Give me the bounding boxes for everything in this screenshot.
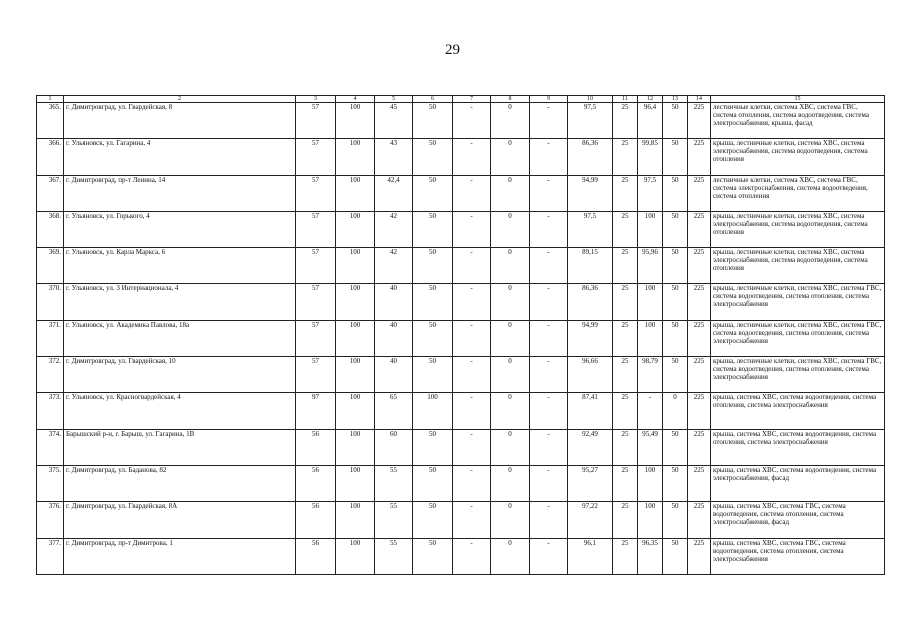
table-cell: крыша, система ХВС, система ГВС, система водоотведения, система отопления, система электроснабжения, фасад bbox=[711, 502, 885, 538]
table-cell: 89,15 bbox=[568, 248, 613, 284]
table-cell: 0 bbox=[491, 139, 530, 175]
table-cell: 372. bbox=[37, 357, 64, 393]
table-cell: - bbox=[453, 502, 491, 538]
table-row bbox=[37, 211, 885, 247]
table-row bbox=[37, 284, 885, 320]
table-cell: 57 bbox=[296, 284, 336, 320]
table-cell: 370. bbox=[37, 284, 64, 320]
table-cell: 25 bbox=[613, 465, 638, 501]
table-cell: 225 bbox=[688, 538, 711, 574]
table-cell: 50 bbox=[413, 429, 453, 465]
table-cell: 96,1 bbox=[568, 538, 613, 574]
table-cell: 97 bbox=[296, 393, 336, 429]
table-cell: 40 bbox=[375, 320, 413, 356]
table-cell: 25 bbox=[613, 393, 638, 429]
table-cell: 55 bbox=[375, 538, 413, 574]
table-cell: 100 bbox=[336, 248, 375, 284]
table-cell: - bbox=[530, 175, 568, 211]
table-cell: 42 bbox=[375, 248, 413, 284]
table-cell: - bbox=[453, 320, 491, 356]
table-cell: г. Димитровград, пр-т Димитрова, 1 bbox=[64, 538, 296, 574]
table-cell: г. Ульяновск, ул. Гагарина, 4 bbox=[64, 139, 296, 175]
table-cell: - bbox=[530, 284, 568, 320]
table-cell: 25 bbox=[613, 502, 638, 538]
table-cell: 50 bbox=[663, 139, 688, 175]
table-cell: 0 bbox=[663, 393, 688, 429]
table-cell: 40 bbox=[375, 284, 413, 320]
table-row bbox=[37, 248, 885, 284]
table-cell: 95,96 bbox=[638, 248, 663, 284]
column-header: 1 bbox=[37, 96, 64, 103]
table-cell: крыша, система ХВС, система водоотведения, система электроснабжения, фасад bbox=[711, 465, 885, 501]
column-header: 10 bbox=[568, 96, 613, 103]
table-cell: - bbox=[453, 357, 491, 393]
table-cell: 100 bbox=[413, 393, 453, 429]
column-header: 11 bbox=[613, 96, 638, 103]
table-cell: - bbox=[530, 139, 568, 175]
table-cell: 97,5 bbox=[568, 211, 613, 247]
table-cell: 96,66 bbox=[568, 357, 613, 393]
table-cell: г. Димитровград, ул. Баданова, 82 bbox=[64, 465, 296, 501]
table-row bbox=[37, 103, 885, 139]
table-cell: 50 bbox=[663, 284, 688, 320]
table-cell: 60 bbox=[375, 429, 413, 465]
table-cell: 100 bbox=[336, 357, 375, 393]
table-cell: - bbox=[530, 103, 568, 139]
table-cell: 97,5 bbox=[638, 175, 663, 211]
table-row bbox=[37, 502, 885, 538]
table-cell: 0 bbox=[491, 538, 530, 574]
table-cell: 55 bbox=[375, 465, 413, 501]
table-cell: 94,99 bbox=[568, 175, 613, 211]
table-cell: лестничные клетки, система ХВС, система ГВС, система отопления, система водоотведения, система электроснабжения, крыша, фасад bbox=[711, 103, 885, 139]
table-cell: 225 bbox=[688, 103, 711, 139]
table-cell: 376. bbox=[37, 502, 64, 538]
table-cell: 0 bbox=[491, 248, 530, 284]
table-cell: 50 bbox=[413, 248, 453, 284]
table-cell: 57 bbox=[296, 211, 336, 247]
table-cell: 0 bbox=[491, 211, 530, 247]
table-cell: 50 bbox=[413, 284, 453, 320]
table-cell: 56 bbox=[296, 429, 336, 465]
table-cell: 86,36 bbox=[568, 139, 613, 175]
table-cell: 225 bbox=[688, 465, 711, 501]
table-cell: 373. bbox=[37, 393, 64, 429]
table-cell: - bbox=[453, 211, 491, 247]
table-cell: 371. bbox=[37, 320, 64, 356]
table-cell: 25 bbox=[613, 248, 638, 284]
table-cell: 100 bbox=[638, 320, 663, 356]
table-row bbox=[37, 393, 885, 429]
table-cell: г. Ульяновск, ул. 3 Интернационала, 4 bbox=[64, 284, 296, 320]
table-cell: 57 bbox=[296, 357, 336, 393]
column-header: 15 bbox=[711, 96, 885, 103]
table-cell: 95,49 bbox=[638, 429, 663, 465]
table-cell: - bbox=[530, 357, 568, 393]
table-cell: - bbox=[453, 103, 491, 139]
table-cell: 100 bbox=[336, 175, 375, 211]
table-cell: 57 bbox=[296, 139, 336, 175]
table-cell: 57 bbox=[296, 103, 336, 139]
column-header: 12 bbox=[638, 96, 663, 103]
table-cell: г. Димитровград, ул. Гвардейская, 8 bbox=[64, 103, 296, 139]
column-header: 4 bbox=[336, 96, 375, 103]
table-row bbox=[37, 175, 885, 211]
table-cell: 375. bbox=[37, 465, 64, 501]
table-cell: 50 bbox=[413, 320, 453, 356]
table-cell: 0 bbox=[491, 357, 530, 393]
column-header: 3 bbox=[296, 96, 336, 103]
table-cell: - bbox=[530, 320, 568, 356]
table-cell: 100 bbox=[336, 284, 375, 320]
table-cell: крыша, лестничные клетки, система ХВС, система ГВС, система водоотведения, система отопления, система электроснабжения bbox=[711, 320, 885, 356]
column-header: 7 bbox=[453, 96, 491, 103]
table-cell: крыша, лестничные клетки, система ХВС, система ГВС, система водоотведения, система отопления, система электроснабжения bbox=[711, 357, 885, 393]
table-cell: 25 bbox=[613, 139, 638, 175]
table-cell: 50 bbox=[663, 429, 688, 465]
column-header: 8 bbox=[491, 96, 530, 103]
table-cell: 57 bbox=[296, 175, 336, 211]
table-cell: 50 bbox=[413, 139, 453, 175]
table-cell: 43 bbox=[375, 139, 413, 175]
column-header: 13 bbox=[663, 96, 688, 103]
table-cell: 55 bbox=[375, 502, 413, 538]
column-header: 2 bbox=[64, 96, 296, 103]
table-cell: 50 bbox=[663, 357, 688, 393]
table-cell: 50 bbox=[413, 357, 453, 393]
table-cell: крыша, лестничные клетки, система ХВС, система электроснабжения, система водоотведения, система отопления bbox=[711, 248, 885, 284]
table-cell: 225 bbox=[688, 248, 711, 284]
table-cell: 50 bbox=[413, 103, 453, 139]
table-cell: 86,36 bbox=[568, 284, 613, 320]
table-cell: 57 bbox=[296, 248, 336, 284]
table-cell: 225 bbox=[688, 393, 711, 429]
table-cell: 369. bbox=[37, 248, 64, 284]
table-cell: 92,49 bbox=[568, 429, 613, 465]
table-cell: 96,4 bbox=[638, 103, 663, 139]
table-cell: 25 bbox=[613, 175, 638, 211]
table-cell: 25 bbox=[613, 357, 638, 393]
table-body bbox=[37, 103, 885, 575]
table-cell: 42 bbox=[375, 211, 413, 247]
table-cell: 96,35 bbox=[638, 538, 663, 574]
table-cell: 225 bbox=[688, 320, 711, 356]
table-cell: 94,99 bbox=[568, 320, 613, 356]
table-cell: 100 bbox=[336, 538, 375, 574]
table-cell: 40 bbox=[375, 357, 413, 393]
table-cell: г. Ульяновск, ул. Академика Павлова, 18а bbox=[64, 320, 296, 356]
table-cell: 25 bbox=[613, 284, 638, 320]
table-cell: 56 bbox=[296, 502, 336, 538]
table-cell: г. Димитровград, пр-т Ленина, 14 bbox=[64, 175, 296, 211]
column-header: 14 bbox=[688, 96, 711, 103]
table-cell: крыша, система ХВС, система ГВС, система водоотведения, система отопления, система электроснабжения bbox=[711, 538, 885, 574]
table-cell: - bbox=[453, 538, 491, 574]
table-cell: - bbox=[453, 284, 491, 320]
table-cell: крыша, лестничные клетки, система ХВС, система электроснабжения, система водоотведения, система отопления bbox=[711, 211, 885, 247]
table-cell: 0 bbox=[491, 429, 530, 465]
table-cell: - bbox=[453, 393, 491, 429]
table-cell: 225 bbox=[688, 139, 711, 175]
table-cell: 225 bbox=[688, 284, 711, 320]
table-cell: - bbox=[453, 429, 491, 465]
table-cell: 374. bbox=[37, 429, 64, 465]
table-cell: 50 bbox=[663, 175, 688, 211]
table-cell: 56 bbox=[296, 538, 336, 574]
column-header: 5 bbox=[375, 96, 413, 103]
table-cell: 50 bbox=[413, 211, 453, 247]
table-header bbox=[37, 96, 885, 103]
table-cell: 42,4 bbox=[375, 175, 413, 211]
table-cell: 50 bbox=[663, 502, 688, 538]
table-cell: 100 bbox=[336, 393, 375, 429]
table-cell: 87,41 bbox=[568, 393, 613, 429]
table-cell: - bbox=[453, 248, 491, 284]
table-cell: 225 bbox=[688, 357, 711, 393]
table-cell: г. Ульяновск, ул. Карла Маркса, 6 bbox=[64, 248, 296, 284]
table-cell: - bbox=[530, 538, 568, 574]
table-cell: 366. bbox=[37, 139, 64, 175]
table-cell: 97,22 bbox=[568, 502, 613, 538]
table-cell: 365. bbox=[37, 103, 64, 139]
table-cell: 50 bbox=[663, 248, 688, 284]
table-cell: - bbox=[530, 465, 568, 501]
table-cell: 0 bbox=[491, 175, 530, 211]
table-cell: 65 bbox=[375, 393, 413, 429]
table-cell: 99,85 bbox=[638, 139, 663, 175]
table-cell: 50 bbox=[663, 538, 688, 574]
table-cell: 0 bbox=[491, 502, 530, 538]
table-row bbox=[37, 139, 885, 175]
table-cell: лестничные клетки, система ХВС, система ГВС, система электроснабжения, система водоотведения, система отопления bbox=[711, 175, 885, 211]
table-cell: - bbox=[530, 429, 568, 465]
table-cell: 377. bbox=[37, 538, 64, 574]
table-cell: 100 bbox=[638, 284, 663, 320]
table-row bbox=[37, 465, 885, 501]
table-cell: 100 bbox=[336, 502, 375, 538]
table-cell: 100 bbox=[336, 211, 375, 247]
table-cell: - bbox=[638, 393, 663, 429]
register-table bbox=[36, 95, 885, 575]
table-cell: 368. bbox=[37, 211, 64, 247]
table-cell: 50 bbox=[413, 175, 453, 211]
table-cell: 367. bbox=[37, 175, 64, 211]
table-cell: 100 bbox=[638, 211, 663, 247]
table-cell: 0 bbox=[491, 320, 530, 356]
page-number: 29 bbox=[445, 42, 460, 58]
table-cell: 25 bbox=[613, 211, 638, 247]
table-cell: г. Димитровград, ул. Гвардейская, 10 bbox=[64, 357, 296, 393]
table-cell: 25 bbox=[613, 538, 638, 574]
table-cell: - bbox=[530, 393, 568, 429]
table-cell: крыша, система ХВС, система водоотведения, система отопления, система электроснабжения bbox=[711, 429, 885, 465]
table-cell: 25 bbox=[613, 103, 638, 139]
table-cell: 225 bbox=[688, 211, 711, 247]
table-cell: 225 bbox=[688, 175, 711, 211]
table-cell: - bbox=[530, 211, 568, 247]
table-cell: 100 bbox=[336, 139, 375, 175]
table-cell: 97,5 bbox=[568, 103, 613, 139]
table-cell: 100 bbox=[336, 429, 375, 465]
column-header: 6 bbox=[413, 96, 453, 103]
table-cell: 50 bbox=[413, 465, 453, 501]
table-cell: 0 bbox=[491, 393, 530, 429]
table-cell: 0 bbox=[491, 284, 530, 320]
table-cell: 100 bbox=[336, 103, 375, 139]
table-cell: 50 bbox=[663, 320, 688, 356]
table-cell: 25 bbox=[613, 429, 638, 465]
table-cell: крыша, лестничные клетки, система ХВС, система электроснабжения, система водоотведения, система отопления bbox=[711, 139, 885, 175]
table-cell: - bbox=[530, 248, 568, 284]
table-cell: Барышский р-н, г. Барыш, ул. Гагарина, 1В bbox=[64, 429, 296, 465]
table-cell: 50 bbox=[413, 538, 453, 574]
table-cell: 50 bbox=[663, 211, 688, 247]
table-cell: 100 bbox=[638, 465, 663, 501]
table-cell: 98,79 bbox=[638, 357, 663, 393]
table-cell: - bbox=[530, 502, 568, 538]
table-cell: 100 bbox=[336, 465, 375, 501]
table-cell: 0 bbox=[491, 103, 530, 139]
table-cell: 0 bbox=[491, 465, 530, 501]
table-cell: крыша, система ХВС, система водоотведения, система отопления, система электроснабжения bbox=[711, 393, 885, 429]
table-cell: крыша, лестничные клетки, система ХВС, система ГВС, система водоотведения, система отопления, система электроснабжения bbox=[711, 284, 885, 320]
table-cell: 225 bbox=[688, 502, 711, 538]
table-cell: 95,27 bbox=[568, 465, 613, 501]
header-row bbox=[37, 96, 885, 103]
table-cell: 100 bbox=[638, 502, 663, 538]
table-cell: 50 bbox=[663, 103, 688, 139]
table-row bbox=[37, 429, 885, 465]
table-cell: г. Ульяновск, ул. Красногвардейская, 4 bbox=[64, 393, 296, 429]
table-cell: 45 bbox=[375, 103, 413, 139]
table-row bbox=[37, 320, 885, 356]
table-cell: - bbox=[453, 465, 491, 501]
table-cell: 100 bbox=[336, 320, 375, 356]
table-cell: 50 bbox=[663, 465, 688, 501]
column-header: 9 bbox=[530, 96, 568, 103]
table-cell: 225 bbox=[688, 429, 711, 465]
table-cell: 50 bbox=[413, 502, 453, 538]
table-cell: 25 bbox=[613, 320, 638, 356]
table-cell: 57 bbox=[296, 320, 336, 356]
table-cell: г. Ульяновск, ул. Горького, 4 bbox=[64, 211, 296, 247]
table-cell: г. Димитровград, ул. Гвардейская, 8А bbox=[64, 502, 296, 538]
table-row bbox=[37, 357, 885, 393]
table-cell: - bbox=[453, 139, 491, 175]
table-cell: - bbox=[453, 175, 491, 211]
table-cell: 56 bbox=[296, 465, 336, 501]
table-row bbox=[37, 538, 885, 574]
